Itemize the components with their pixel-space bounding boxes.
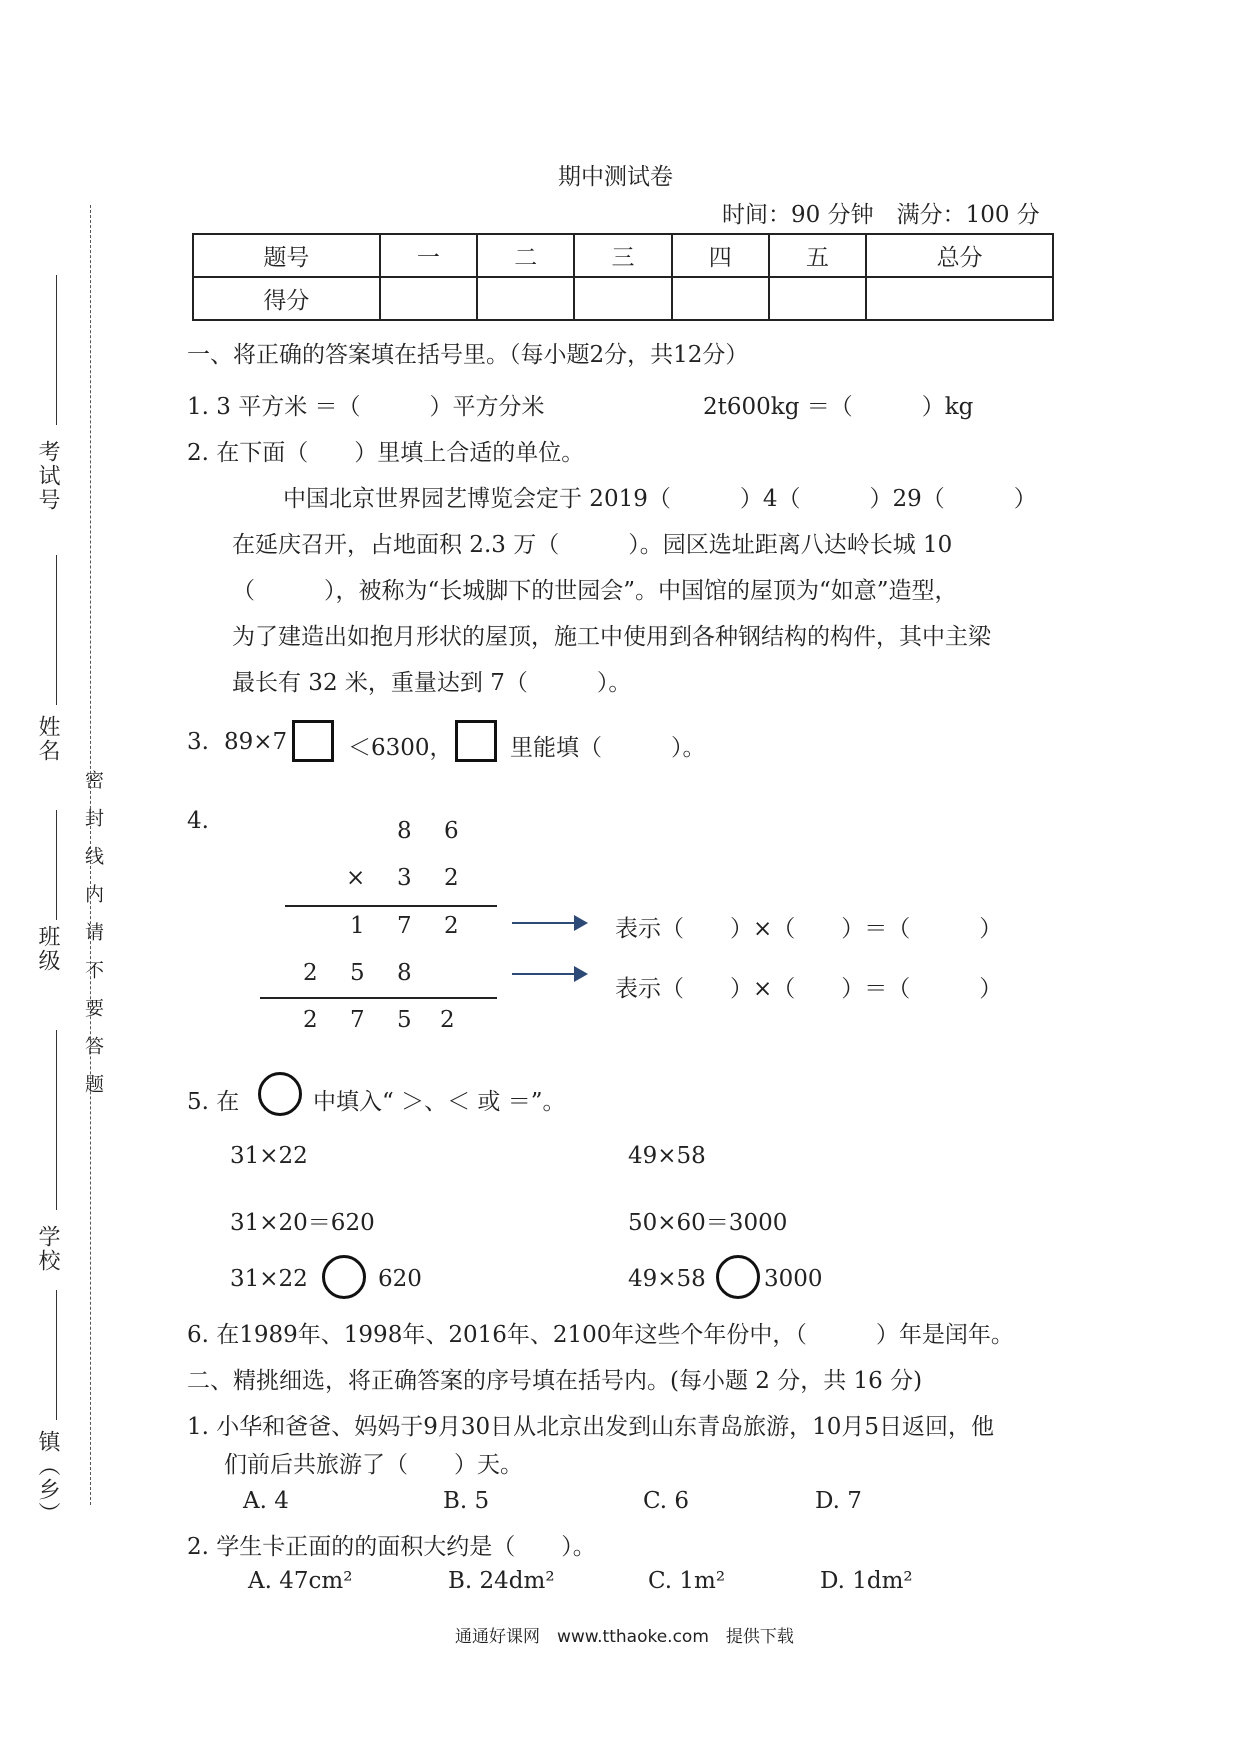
q4-digit: 6 [444, 818, 459, 844]
q2-line1: 中国北京世界园艺博览会定于 2019（ ）4（ ）29（ ） [283, 486, 1037, 512]
q4-digit: 8 [397, 960, 412, 986]
q4-digit: 8 [397, 818, 412, 844]
q3-answer-box-2[interactable] [455, 720, 497, 762]
score-cell[interactable] [866, 277, 1053, 320]
score-cell[interactable] [380, 277, 477, 320]
score-header-cell: 总分 [866, 234, 1053, 277]
s2-q1-line2: 们前后共旅游了（ ）天。 [224, 1452, 523, 1478]
q3-tail: 里能填（ ）。 [510, 735, 706, 761]
s2-q1-option-a[interactable]: A. 4 [243, 1488, 289, 1514]
q5-circle-icon [258, 1072, 302, 1116]
s2-q2-option-d[interactable]: D. 1dm² [820, 1568, 913, 1594]
q6-prompt: 6. 在1989年、1998年、2016年、2100年这些个年份中，（ ）年是闰年。 [187, 1322, 1014, 1348]
score-header-cell: 三 [574, 234, 671, 277]
class-line-lower [56, 1030, 57, 1210]
score-header-cell: 四 [672, 234, 769, 277]
q5-answer-circle-1[interactable] [322, 1255, 366, 1299]
q4-rule-1 [285, 905, 497, 907]
q4-digit: 2 [303, 960, 318, 986]
q2-prompt: 2. 在下面（ ）里填上合适的单位。 [187, 440, 585, 466]
q5-right-3: 49×58 [628, 1266, 706, 1292]
s2-q2-option-c[interactable]: C. 1m² [648, 1568, 726, 1594]
q5-left-1: 31×22 [230, 1143, 308, 1169]
q3-expression: 89×7 [224, 729, 288, 755]
s2-q2-option-a[interactable]: A. 47cm² [248, 1568, 353, 1594]
score-row-label: 得分 [193, 277, 380, 320]
score-cell[interactable] [477, 277, 574, 320]
s2-q1-line1: 1. 小华和爸爸、妈妈于9月30日从北京出发到山东青岛旅游，10月5日返回，他 [187, 1414, 995, 1440]
q4-digit: 5 [350, 960, 365, 986]
name-label: 姓名 [35, 715, 60, 763]
score-header-cell: 题号 [193, 234, 380, 277]
q3-answer-box-1[interactable] [292, 720, 334, 762]
q2-line4: 为了建造出如抱月形状的屋顶，施工中使用到各种钢结构的构件，其中主梁 [232, 624, 991, 650]
s2-q1-option-c[interactable]: C. 6 [643, 1488, 690, 1514]
score-cell[interactable] [769, 277, 866, 320]
town-label: 镇（乡） [35, 1430, 60, 1526]
s2-q2-prompt: 2. 学生卡正面的的面积大约是（ ）。 [187, 1534, 596, 1560]
q2-line5: 最长有 32 米，重量达到 7（ ）。 [232, 670, 632, 696]
q4-answer-1: 表示（ ）×（ ）＝（ ） [615, 916, 1003, 942]
q4-digit: 7 [350, 1007, 365, 1033]
school-line-lower [56, 1290, 57, 1420]
q5-right-1: 49×58 [628, 1143, 706, 1169]
score-table-header-row [193, 234, 1053, 277]
q3-number: 3. [187, 729, 209, 755]
section1-heading: 一、将正确的答案填在括号里。（每小题2分，共12分） [187, 342, 749, 368]
class-label: 班级 [35, 925, 60, 973]
page-footer: 通通好课网 www.tthaoke.com 提供下载 [455, 1627, 794, 1647]
s2-q1-option-b[interactable]: B. 5 [443, 1488, 490, 1514]
q4-digit: 2 [444, 913, 459, 939]
score-cell[interactable] [574, 277, 671, 320]
q4-digit: 3 [397, 865, 412, 891]
q4-times-sign: × [346, 865, 366, 891]
s2-q1-option-d[interactable]: D. 7 [815, 1488, 862, 1514]
s2-q2-option-b[interactable]: B. 24dm² [448, 1568, 555, 1594]
q4-number: 4. [187, 808, 209, 834]
q4-answer-2: 表示（ ）×（ ）＝（ ） [615, 976, 1003, 1002]
section2-heading: 二、精挑细选，将正确答案的序号填在括号内。(每小题 2 分，共 16 分) [187, 1368, 923, 1394]
q5-left-2: 31×20＝620 [230, 1210, 375, 1236]
q5-left-3-value: 620 [378, 1266, 422, 1292]
score-table [192, 233, 1054, 321]
q4-digit: 1 [350, 913, 365, 939]
name-line-lower [56, 810, 57, 920]
q4-digit: 2 [303, 1007, 318, 1033]
time-info: 时间：90 分钟 满分：100 分 [722, 202, 1040, 228]
q5-answer-circle-2[interactable] [716, 1255, 760, 1299]
q4-digit: 7 [397, 913, 412, 939]
q4-digit: 2 [444, 865, 459, 891]
q4-digit: 5 [397, 1007, 412, 1033]
q2-line3: （ ），被称为“长城脚下的世园会”。中国馆的屋顶为“如意”造型， [232, 578, 958, 604]
score-table-score-row [193, 277, 1053, 320]
school-label: 学校 [35, 1225, 60, 1273]
page-title: 期中测试卷 [558, 164, 673, 190]
score-header-cell: 五 [769, 234, 866, 277]
exam-no-line-lower [56, 555, 57, 705]
score-cell[interactable] [672, 277, 769, 320]
q4-rule-2 [260, 997, 497, 999]
q4-arrow-1 [512, 922, 586, 924]
q1-left: 1. 3 平方米 ＝（ ）平方分米 [187, 394, 545, 420]
q5-right-3-value: 3000 [764, 1266, 823, 1292]
q3-compare: ＜6300， [348, 735, 453, 761]
score-header-cell: 一 [380, 234, 477, 277]
seal-notice: 密 封 线 内 请 不 要 答 题 [82, 770, 104, 1093]
exam-no-label: 考试号 [35, 440, 60, 512]
exam-no-line [56, 275, 57, 425]
q2-line2: 在延庆召开，占地面积 2.3 万（ ）。园区选址距离八达岭长城 10 [232, 532, 953, 558]
q5-prompt-start: 5. 在 [187, 1089, 240, 1115]
q5-left-3: 31×22 [230, 1266, 308, 1292]
q5-prompt-end: 中填入“ ＞、＜ 或 ＝”。 [313, 1089, 566, 1115]
q4-digit: 2 [440, 1007, 455, 1033]
score-header-cell: 二 [477, 234, 574, 277]
q4-arrow-2 [512, 973, 586, 975]
q1-right: 2t600kg ＝（ ）kg [703, 394, 974, 420]
q5-right-2: 50×60＝3000 [628, 1210, 788, 1236]
